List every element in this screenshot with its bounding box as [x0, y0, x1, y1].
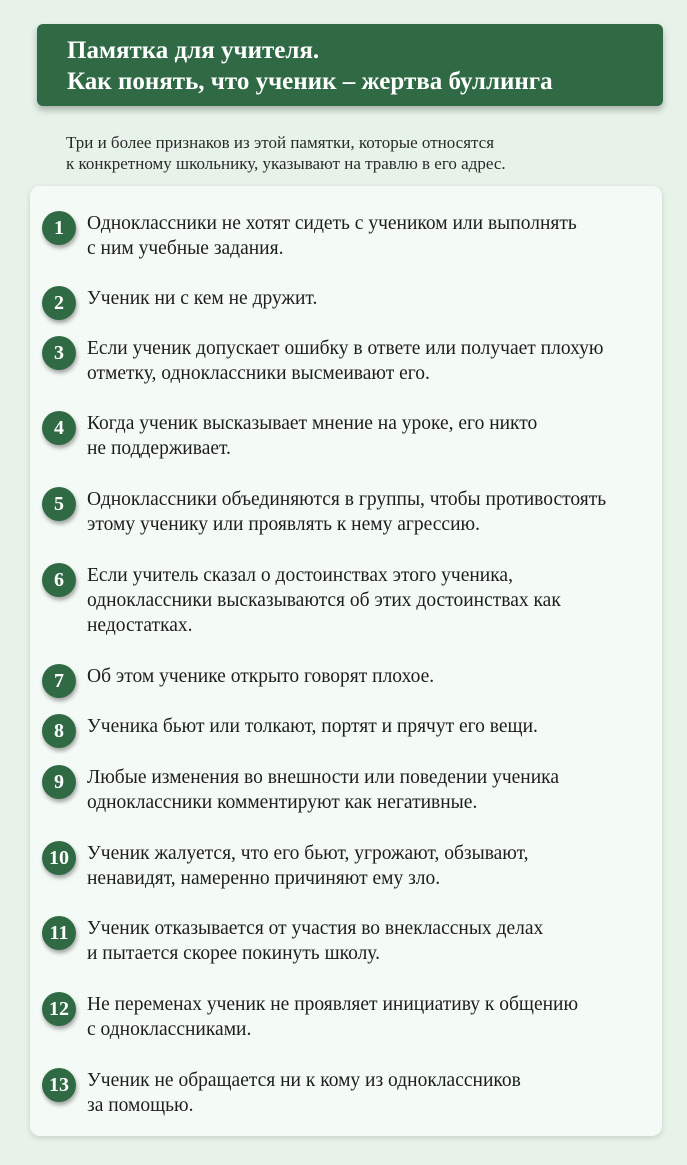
item-number-badge: 2 — [42, 286, 76, 320]
intro-line-2: к конкретному школьнику, указывают на травлю в его адрес. — [66, 154, 506, 173]
item-text — [87, 664, 667, 689]
item-text-line: недостатках. — [87, 615, 193, 636]
item-number-badge: 5 — [42, 487, 76, 521]
title-banner — [37, 24, 663, 106]
item-text — [87, 1068, 667, 1118]
item-text-line: Когда ученик высказывает мнение на уроке, его никто — [87, 413, 538, 434]
item-number-badge: 6 — [42, 563, 76, 597]
item-number-badge: 1 — [42, 211, 76, 245]
item-text — [87, 411, 667, 461]
item-number-badge: 7 — [42, 664, 76, 698]
signs-list-card — [30, 186, 662, 1136]
item-number-badge: 13 — [42, 1068, 76, 1102]
item-text-line: ненавидят, намеренно причиняют ему зло. — [87, 868, 441, 889]
item-text-line: Любые изменения во внешности или поведении ученика — [87, 767, 560, 788]
item-text-line: не поддерживает. — [87, 438, 231, 459]
item-text-line: одноклассники высказываются об этих достоинствах как — [87, 590, 561, 611]
item-text — [87, 992, 667, 1042]
item-text-line: Не переменах ученик не проявляет инициативу к общению — [87, 994, 579, 1015]
item-text-line: Об этом ученике открыто говорят плохое. — [87, 666, 435, 687]
item-text-line: отметку, одноклассники высмеивают его. — [87, 363, 430, 384]
item-text-line: Ученик не обращается ни к кому из одноклассников — [87, 1070, 521, 1091]
item-text — [87, 336, 667, 386]
item-number-badge: 4 — [42, 411, 76, 445]
item-text-line: этому ученику или проявлять к нему агрессию. — [87, 514, 480, 535]
intro-text — [66, 132, 626, 174]
item-number-badge: 12 — [42, 992, 76, 1026]
item-number-badge: 9 — [42, 765, 76, 799]
item-text-line: Ученик ни с кем не дружит. — [87, 288, 318, 309]
title-line-1: Памятка для учителя. — [67, 37, 320, 64]
item-text-line: Одноклассники не хотят сидеть с учеником или выполнять — [87, 213, 577, 234]
item-number-badge: 10 — [42, 841, 76, 875]
item-text-line: Ученик жалуется, что его бьют, угрожают, обзывают, — [87, 843, 529, 864]
item-text — [87, 211, 667, 261]
item-text — [87, 916, 667, 966]
item-text — [87, 841, 667, 891]
item-text — [87, 765, 667, 815]
item-text — [87, 487, 667, 537]
item-number-badge: 11 — [42, 916, 76, 950]
item-text-line: одноклассники комментируют как негативные. — [87, 792, 478, 813]
item-text-line: за помощью. — [87, 1095, 194, 1116]
intro-line-1: Три и более признаков из этой памятки, которые относятся — [66, 133, 495, 152]
item-text-line: с ним учебные задания. — [87, 238, 284, 259]
item-text — [87, 714, 667, 739]
title-line-2: Как понять, что ученик – жертва буллинга — [67, 68, 553, 95]
item-text-line: и пытается скорее покинуть школу. — [87, 943, 380, 964]
item-text-line: Ученика бьют или толкают, портят и прячут его вещи. — [87, 716, 538, 737]
item-number-badge: 8 — [42, 714, 76, 748]
item-number-badge: 3 — [42, 336, 76, 370]
item-text-line: Ученик отказывается от участия во внеклассных делах — [87, 918, 544, 939]
item-text — [87, 286, 667, 311]
item-text — [87, 563, 667, 638]
item-text-line: Если учитель сказал о достоинствах этого ученика, — [87, 565, 513, 586]
item-text-line: с одноклассниками. — [87, 1019, 252, 1040]
item-text-line: Если ученик допускает ошибку в ответе или получает плохую — [87, 338, 604, 359]
item-text-line: Одноклассники объединяются в группы, чтобы противостоять — [87, 489, 607, 510]
